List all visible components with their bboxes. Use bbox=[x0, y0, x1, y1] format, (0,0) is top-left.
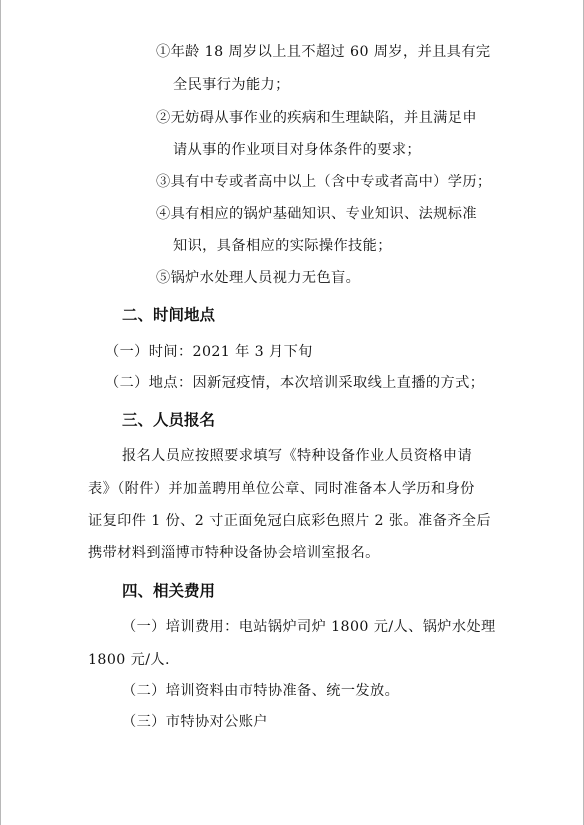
requirement-1-line-1: ①年龄 18 周岁以上且不超过 60 周岁，并且具有完 bbox=[156, 44, 491, 60]
requirement-4-line-2: 知识，具备相应的实际操作技能； bbox=[173, 238, 392, 254]
registration-line-3: 证复印件 1 份、2 寸正面免冠白底彩色照片 2 张。准备齐全后 bbox=[88, 513, 491, 529]
section-heading-registration: 三、人员报名 bbox=[122, 411, 216, 429]
registration-line-1: 报名人员应按照要求填写《特种设备作业人员资格申请 bbox=[122, 448, 473, 464]
fee-line-2: 1800 元/人. bbox=[88, 652, 170, 668]
section-heading-time-place: 二、时间地点 bbox=[122, 306, 216, 324]
account-line: （三）市特协对公账户 bbox=[122, 714, 268, 730]
requirement-1-line-2: 全民事行为能力； bbox=[173, 77, 290, 93]
requirement-4-line-1: ④具有相应的锅炉基础知识、专业知识、法规标准 bbox=[156, 206, 477, 222]
requirement-2-line-1: ②无妨碍从事作业的疾病和生理缺陷，并且满足申 bbox=[156, 110, 477, 126]
registration-line-2: 表》（附件）并加盖聘用单位公章、同时准备本人学历和身份 bbox=[88, 481, 475, 497]
requirement-3: ③具有中专或者高中以上（含中专或者高中）学历； bbox=[156, 174, 492, 190]
requirement-2-line-2: 请从事的作业项目对身体条件的要求； bbox=[173, 142, 421, 158]
requirement-5: ⑤锅炉水处理人员视力无色盲。 bbox=[156, 270, 361, 286]
registration-line-4: 携带材料到淄博市特种设备协会培训室报名。 bbox=[88, 545, 380, 561]
place-line: （二）地点：因新冠疫情，本次培训采取线上直播的方式； bbox=[105, 375, 485, 391]
section-heading-fees: 四、相关费用 bbox=[122, 582, 216, 600]
time-line: （一）时间：2021 年 3 月下旬 bbox=[105, 344, 313, 360]
fee-line-1: （一）培训费用：电站锅炉司炉 1800 元/人、锅炉水处理 bbox=[122, 619, 496, 635]
materials-line: （二）培训资料由市特协准备、统一发放。 bbox=[122, 683, 400, 699]
